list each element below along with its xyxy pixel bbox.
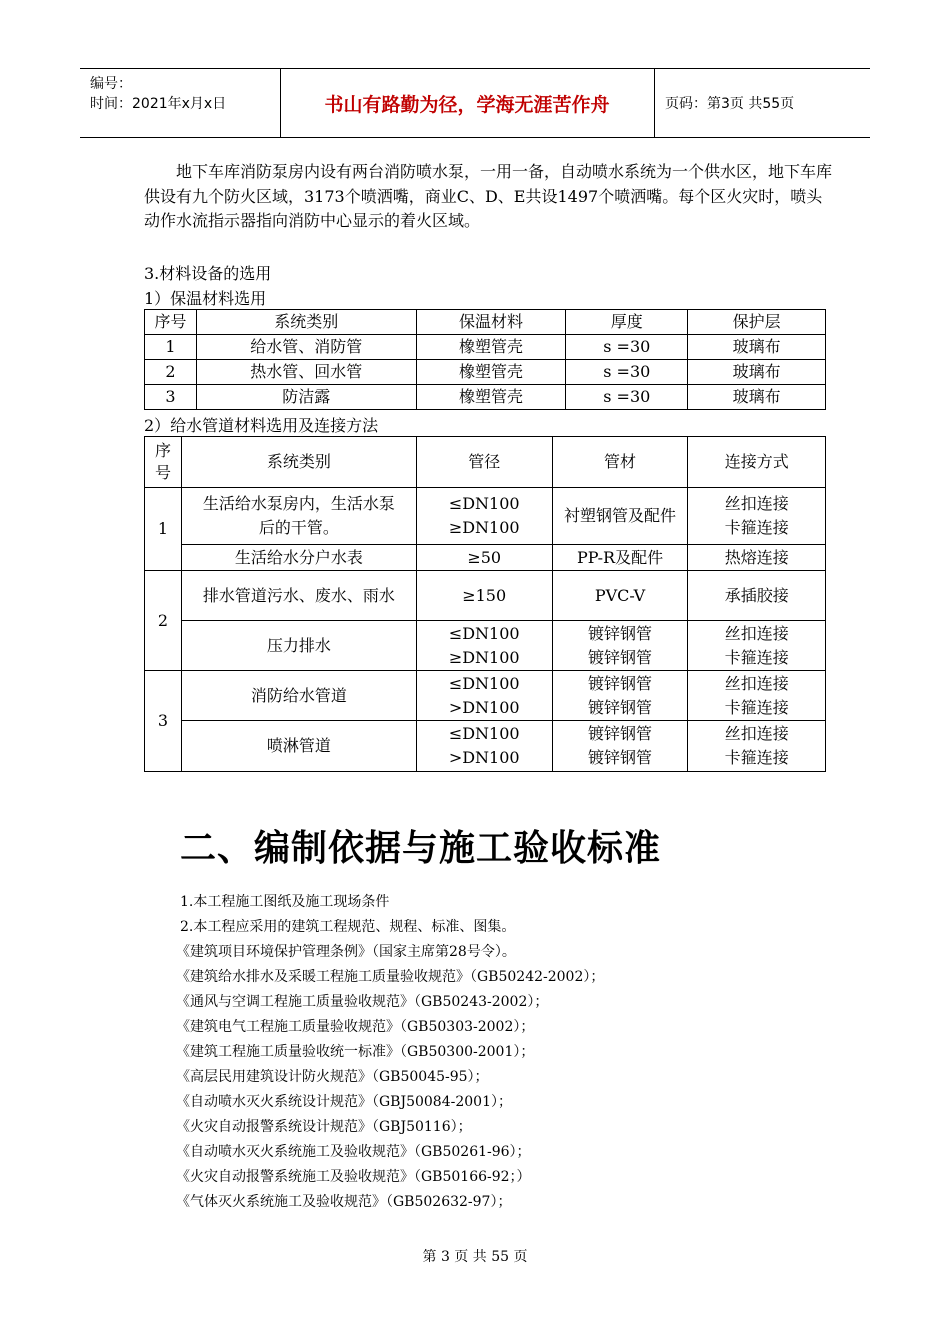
list-item: 《气体灭火系统施工及验收规范》（GB502632-97）； [176,1194,512,1210]
table-cell: PP-R及配件 [552,545,688,571]
category-text: 排水管道污水、废水、雨水 [202,585,395,605]
connection-line: 丝扣连接 [724,724,789,743]
table-cell [688,671,826,721]
table-row [145,335,826,360]
material-line: 镀锌钢管 [588,697,653,717]
table-row [145,571,826,621]
table-cell: s =30 [566,360,688,385]
table-row [145,671,826,721]
diameter-line: ≥DN100 [448,647,520,667]
table-cell [688,488,826,545]
insulation-table [144,309,826,410]
header-cell: 系统类别 [196,310,416,335]
list-item: 2.本工程应采用的建筑工程规范、规程、标准、图集。 [180,919,516,935]
pipe-material-table [144,436,826,772]
list-item: 《通风与空调工程施工质量验收规范》（GB50243-2002）； [176,994,549,1010]
table-cell: ≥150 [416,571,552,621]
material-line: 镀锌钢管 [588,647,653,667]
table-cell [416,671,552,721]
header-cell: 保温材料 [416,310,566,335]
list-item: 《火灾自动报警系统设计规范》（GBJ50116）； [176,1119,472,1135]
table-cell: PVC-V [552,571,688,621]
page-header [80,68,870,138]
header-no-label: 序号 [154,441,171,482]
list-item: 《高层民用建筑设计防火规范》（GB50045-95）； [176,1069,489,1085]
header-cell: 保护层 [688,310,826,335]
header-cell [145,437,182,488]
connection-line: 卡箍连接 [724,697,789,717]
table-cell: 2 [145,360,197,385]
header-motto: 书山有路勤为径，学海无涯苦作舟 [280,69,655,137]
table-cell: 热熔连接 [688,545,826,571]
table-cell [181,488,416,545]
table-cell: 承插胶接 [688,571,826,621]
table-row [145,545,826,571]
table-row [145,621,826,671]
material-line: 镀锌钢管 [588,623,653,643]
table-cell: 橡塑管壳 [416,335,566,360]
group-number: 3 [145,671,182,772]
category-text: 生活给水泵房内，生活水泵后的干管。 [202,494,395,537]
material-text: 衬塑钢管及配件 [564,506,677,525]
doc-number-label: 编号： [90,76,132,92]
header-cell: 系统类别 [181,437,416,488]
table-cell: 玻璃布 [688,360,826,385]
diameter-line: ≥DN100 [448,518,520,537]
connection-line: 卡箍连接 [724,748,789,767]
header-cell: 序号 [145,310,197,335]
table-row [145,385,826,410]
header-cell: 管径 [416,437,552,488]
table-cell: 热水管、回水管 [196,360,416,385]
basis-list [176,890,605,1215]
table-cell [688,721,826,772]
list-item: 《火灾自动报警系统施工及验收规范》（GB50166-92；） [176,1169,531,1185]
list-item: 1.本工程施工图纸及施工现场条件 [180,894,390,910]
table-row [145,721,826,772]
diameter-line: >DN100 [448,748,520,767]
connection-line: 丝扣连接 [724,623,789,643]
list-item: 《建筑电气工程施工质量验收规范》（GB50303-2002）； [176,1019,535,1035]
table-cell: 生活给水分户水表 [181,545,416,571]
doc-time-label: 时间：2021年x月x日 [90,96,227,112]
table-cell: s =30 [566,335,688,360]
table-cell: 防洁露 [196,385,416,410]
table-header-row [145,310,826,335]
table-cell [416,488,552,545]
section-3-title: 3.材料设备的选用 [144,264,272,283]
subsection-2-title: 2）给水管道材料选用及连接方法 [144,416,379,435]
header-meta [80,69,281,137]
header-cell: 厚度 [566,310,688,335]
section-heading: 二、编制依据与施工验收标准 [180,828,662,869]
table-cell: 橡塑管壳 [416,385,566,410]
table-row [145,488,826,545]
diameter-line: ≤DN100 [448,724,520,743]
table-cell: 压力排水 [181,621,416,671]
list-item: 《建筑工程施工质量验收统一标准》（GB50300-2001）； [176,1044,535,1060]
page-footer: 第 3 页 共 55 页 [422,1249,528,1265]
table-cell [416,721,552,772]
diameter-line: ≤DN100 [448,623,520,643]
table-cell: 3 [145,385,197,410]
table-cell: ≥50 [416,545,552,571]
table-cell: 玻璃布 [688,385,826,410]
material-line: 镀锌钢管 [588,748,653,767]
group-number: 2 [145,571,182,671]
diameter-line: ≤DN100 [448,494,520,513]
connection-line: 丝扣连接 [724,494,789,513]
header-page-info: 页码：第3页 共55页 [665,96,795,112]
header-cell: 连接方式 [688,437,826,488]
diameter-line: >DN100 [448,697,520,717]
table-cell [552,671,688,721]
table-header-row [145,437,826,488]
material-line: 镀锌钢管 [588,673,653,693]
table-cell [688,621,826,671]
list-item: 《自动喷水灭火系统设计规范》（GBJ50084-2001）； [176,1094,512,1110]
list-item: 《建筑给水排水及采暖工程施工质量验收规范》（GB50242-2002）； [176,969,605,985]
table-cell: s =30 [566,385,688,410]
list-item: 《自动喷水灭火系统施工及验收规范》（GB50261-96）； [176,1144,531,1160]
table-cell: 橡塑管壳 [416,360,566,385]
table-cell [552,721,688,772]
header-cell: 管材 [552,437,688,488]
diameter-line: ≤DN100 [448,673,520,693]
table-cell [416,621,552,671]
material-line: 镀锌钢管 [588,724,653,743]
table-row [145,360,826,385]
intro-paragraph: 地下车库消防泵房内设有两台消防喷水泵，一用一备，自动喷水系统为一个供水区，地下车库供设有九个防火区域，3173个喷洒嘴，商业C、D、E共设1497个喷洒嘴。每个区火灾时，喷头动作水流指示器指向消防中心显示的着火区域。 [144,162,833,230]
table-cell [552,488,688,545]
table-cell: 喷淋管道 [181,721,416,772]
table-cell: 1 [145,335,197,360]
connection-line: 卡箍连接 [724,647,789,667]
connection-line: 丝扣连接 [724,673,789,693]
list-item: 《建筑项目环境保护管理条例》（国家主席第28号令）。 [176,944,516,960]
table-cell [181,571,416,621]
group-number: 1 [145,488,182,571]
table-cell: 消防给水管道 [181,671,416,721]
table-cell: 玻璃布 [688,335,826,360]
table-cell: 给水管、消防管 [196,335,416,360]
connection-line: 卡箍连接 [724,518,789,537]
subsection-1-title: 1）保温材料选用 [144,289,267,308]
table-cell [552,621,688,671]
